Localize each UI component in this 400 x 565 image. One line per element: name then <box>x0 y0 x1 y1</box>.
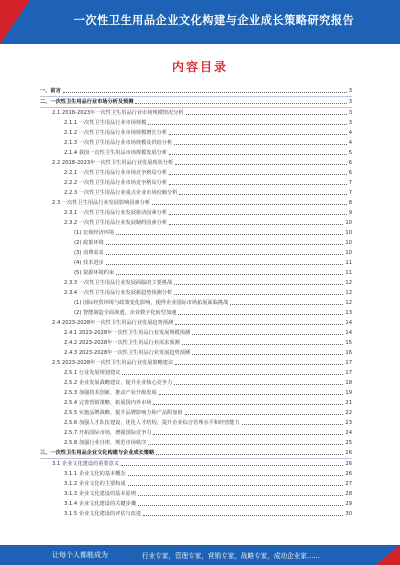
toc-leader-dots <box>106 244 344 245</box>
toc-entry[interactable] <box>40 479 352 489</box>
toc-leader-dots <box>178 314 343 315</box>
toc-entry-page: 8 <box>348 200 352 206</box>
toc-entry-page: 28 <box>345 491 352 497</box>
toc-entry-page: 12 <box>345 290 352 296</box>
toc-entry-label: 3.1.3 企业文化建设的基本原则 <box>64 491 136 497</box>
toc-leader-dots <box>175 164 347 165</box>
toc-entry-label: 3.1 企业文化建设的重要意义 <box>52 461 119 467</box>
toc-entry-label: 2.2.3 一次性卫生用品行业重点企业市场份额分析 <box>64 190 178 196</box>
toc-entry[interactable] <box>40 368 352 378</box>
toc-leader-dots <box>185 414 344 415</box>
toc-entry-label: 二、一次性卫生用品行业市场分析及预测 <box>40 99 134 105</box>
toc-entry-page: 14 <box>345 320 352 326</box>
toc-leader-dots <box>230 304 343 305</box>
toc-entry-page: 19 <box>345 390 352 396</box>
toc-entry[interactable] <box>40 499 352 509</box>
toc-entry[interactable] <box>40 86 352 97</box>
toc-entry[interactable] <box>40 168 352 178</box>
toc-entry[interactable] <box>40 398 352 408</box>
toc-entry-page: 7 <box>348 190 352 196</box>
toc-leader-dots <box>148 444 343 445</box>
toc-entry-page: 10 <box>345 240 352 246</box>
toc-leader-dots <box>153 434 343 435</box>
toc-entry[interactable] <box>40 158 352 168</box>
toc-leader-dots <box>138 495 343 496</box>
footer-slogan: 让每个人都能成为 <box>52 551 108 559</box>
toc-leader-dots <box>148 124 346 125</box>
toc-leader-dots <box>182 344 344 345</box>
toc-entry-page: 23 <box>345 420 352 426</box>
toc-leader-dots <box>192 354 343 355</box>
toc-leader-dots <box>242 424 344 425</box>
toc-entry-label: 2.4.3 2023-2028年一次性卫生用品行业发展趋势预测 <box>64 350 191 356</box>
toc-entry-page: 18 <box>345 380 352 386</box>
toc-entry-label: 2.2.2 一次性卫生用品行业市场竞争格局分析 <box>64 180 168 186</box>
toc-leader-dots <box>169 154 347 155</box>
toc-entry-label: 2.3.1 一次性卫生用品行业发展驱动因素分析 <box>64 210 168 216</box>
toc-entry[interactable] <box>40 428 352 438</box>
toc-leader-dots <box>192 334 343 335</box>
toc-leader-dots <box>174 384 343 385</box>
toc-leader-dots <box>128 475 344 476</box>
toc-entry-page: 11 <box>345 260 352 266</box>
toc-entry[interactable] <box>40 148 352 158</box>
toc-entry-page: 17 <box>345 370 352 376</box>
toc-entry-page: 21 <box>345 400 352 406</box>
toc-entry-label: 2.5.1 行业发展规划建议 <box>64 370 121 376</box>
toc-entry-label: 2.2 2018-2023年一次性卫生用品行业发展现状分析 <box>52 160 174 166</box>
toc-entry-label: 2.3 一次性卫生用品行业发展影响因素分析 <box>52 200 151 206</box>
toc-entry-label: 2.1 2018-2023年一次性卫生用品行业市场规模情况分析 <box>52 110 184 116</box>
toc-entry[interactable] <box>40 97 352 108</box>
toc-entry[interactable] <box>40 348 352 358</box>
toc-entry-label: 2.4 2023-2028年一次性卫生用品行业发展趋势预测 <box>52 320 174 326</box>
toc-leader-dots <box>169 174 347 175</box>
toc-entry-label: 一、前言 <box>40 88 61 94</box>
toc-entry-page: 10 <box>345 220 352 226</box>
toc-leader-dots <box>122 374 343 375</box>
toc-leader-dots <box>153 404 343 405</box>
toc-entry[interactable] <box>40 378 352 388</box>
toc-leader-dots <box>179 194 346 195</box>
footer-banner <box>0 545 400 565</box>
toc-leader-dots <box>169 184 347 185</box>
toc-entry-label: 2.4.2 2023-2028年一次性卫生用品行业需求预测 <box>64 340 180 346</box>
toc-entry[interactable] <box>40 288 352 298</box>
footer-tags: 行业专家，管理专家，营销专家，战略专家，成功企业家…… <box>142 552 321 560</box>
toc-leader-dots <box>143 515 343 516</box>
toc-entry-label: 2.3.3 一次性卫生用品行业发展面临的主要挑战 <box>64 280 173 286</box>
toc-leader-dots <box>169 214 347 215</box>
toc-entry-label: (4) 技术进步 <box>74 260 104 266</box>
toc-leader-dots <box>138 505 343 506</box>
toc-entry-page: 26 <box>345 471 352 477</box>
toc-entry-page: 3 <box>348 99 352 105</box>
toc-entry[interactable] <box>40 358 352 368</box>
toc-leader-dots <box>174 284 343 285</box>
toc-entry-page: 12 <box>345 300 352 306</box>
toc-entry-label: 2.5.3 加强技术创新，推动产业升级发展 <box>64 390 157 396</box>
toc-leader-dots <box>106 264 344 265</box>
toc-entry-page: 12 <box>345 280 352 286</box>
toc-entry-page: 26 <box>345 461 352 467</box>
toc-leader-dots <box>175 324 343 325</box>
report-title: 一次性卫生用品企业文化构建与企业成长策略研究报告 <box>73 14 355 27</box>
toc-entry-page: 13 <box>345 310 352 316</box>
toc-entry-label: 2.5.8 加强行业自律，规范市场秩序 <box>64 440 147 446</box>
toc-entry[interactable] <box>40 388 352 398</box>
toc-entry-label: 2.4.1 2023-2028年一次性卫生用品行业发展规模预测 <box>64 330 191 336</box>
toc-entry[interactable] <box>40 128 352 138</box>
toc-leader-dots <box>174 294 343 295</box>
footer-red-corner <box>376 545 400 565</box>
toc-entry-label: 2.2.1 一次性卫生用品行业市场竞争格局分析 <box>64 170 168 176</box>
toc-entry-page: 17 <box>345 360 352 366</box>
toc-entry-label: 三、一次性卫生用品企业文化构建与企业成长策略 <box>40 450 155 456</box>
toc-leader-dots <box>169 224 343 225</box>
toc-entry-page: 16 <box>345 350 352 356</box>
toc-entry-page: 29 <box>345 501 352 507</box>
toc-entry-page: 24 <box>345 430 352 436</box>
toc-leader-dots <box>186 114 347 115</box>
toc-entry-page: 10 <box>345 250 352 256</box>
toc-leader-dots <box>116 234 343 235</box>
toc-leader-dots <box>116 274 343 275</box>
toc-entry-page: 15 <box>345 340 352 346</box>
toc-entry[interactable] <box>40 308 352 318</box>
toc-entry-page: 3 <box>348 110 352 116</box>
toc-entry[interactable] <box>40 438 352 448</box>
toc-entry[interactable] <box>40 338 352 348</box>
toc-leader-dots <box>63 92 347 93</box>
toc-entry[interactable] <box>40 108 352 118</box>
toc-entry[interactable] <box>40 408 352 418</box>
toc-heading: 内容目录 <box>171 60 228 74</box>
toc-leader-dots <box>121 465 343 466</box>
toc-leader-dots <box>135 103 346 104</box>
toc-entry-label: 2.1.1 一次性卫生用品行业市场规模 <box>64 120 147 126</box>
toc-entry[interactable] <box>40 298 352 308</box>
toc-entry-label: 2.5.4 完善营销策略，拓展国内外市场 <box>64 400 152 406</box>
toc-entry-label: 2.5.5 实施品牌战略，提升品牌影响力和产品附加值 <box>64 410 183 416</box>
toc-entry-label: 2.5 2023-2028年一次性卫生用品行业发展策略建议 <box>52 360 174 366</box>
toc-entry[interactable] <box>40 228 352 238</box>
toc-entry-page: 4 <box>348 130 352 136</box>
header-banner <box>0 0 400 44</box>
toc-entry-label: 2.1.4 我国一次性卫生用品市场规模发展分析 <box>64 150 168 156</box>
toc-leader-dots <box>169 134 347 135</box>
toc-entry-page: 22 <box>345 410 352 416</box>
toc-entry-label: 3.1.2 企业文化的主要构成 <box>64 481 126 487</box>
toc-entry-page: 5 <box>348 150 352 156</box>
toc-leader-dots <box>128 485 344 486</box>
header-red-corner <box>0 0 30 44</box>
toc-entry[interactable] <box>40 489 352 499</box>
toc-entry[interactable] <box>40 268 352 278</box>
toc-entry[interactable] <box>40 318 352 328</box>
toc-entry[interactable] <box>40 509 352 519</box>
toc-entry-page: 9 <box>348 210 352 216</box>
toc-entry-page: 10 <box>345 230 352 236</box>
toc-entry-label: 2.1.2 一次性卫生用品行业市场规模增长分析 <box>64 130 168 136</box>
table-of-contents <box>40 86 352 519</box>
toc-entry-label: 3.1.4 企业文化建设的关键步骤 <box>64 501 136 507</box>
toc-entry[interactable] <box>40 178 352 188</box>
toc-entry[interactable] <box>40 448 352 459</box>
toc-entry-page: 27 <box>345 481 352 487</box>
toc-leader-dots <box>159 394 344 395</box>
toc-leader-dots <box>106 254 344 255</box>
toc-entry-page: 6 <box>348 160 352 166</box>
toc-entry-label: 2.1.3 一次性卫生用品行业市场规模及供给分析 <box>64 140 173 146</box>
toc-leader-dots <box>174 144 346 145</box>
toc-entry-page: 11 <box>345 270 352 276</box>
toc-leader-dots <box>175 364 343 365</box>
toc-entry[interactable] <box>40 218 352 228</box>
toc-entry-page: 3 <box>348 120 352 126</box>
toc-entry[interactable] <box>40 418 352 428</box>
toc-entry[interactable] <box>40 459 352 469</box>
toc-entry-label: (5) 资源环境约束 <box>74 270 115 276</box>
toc-entry-page: 7 <box>348 180 352 186</box>
toc-entry-page: 14 <box>345 330 352 336</box>
toc-entry-page: 3 <box>348 88 352 94</box>
toc-entry-page: 6 <box>348 170 352 176</box>
toc-entry-label: 2.5.7 开拓国际市场，增强国际竞争力 <box>64 430 152 436</box>
toc-entry[interactable] <box>40 248 352 258</box>
toc-entry[interactable] <box>40 278 352 288</box>
toc-entry[interactable] <box>40 208 352 218</box>
toc-entry-page: 26 <box>345 450 352 456</box>
toc-entry[interactable] <box>40 328 352 338</box>
toc-entry-page: 25 <box>345 440 352 446</box>
toc-entry[interactable] <box>40 138 352 148</box>
toc-entry-label: 2.5.2 企业发展战略建议，提升企业核心竞争力 <box>64 380 173 386</box>
toc-entry[interactable] <box>40 188 352 198</box>
toc-entry-label: (2) 智能制造全面渗透，企业数字化转型加速 <box>74 310 177 316</box>
toc-entry[interactable] <box>40 238 352 248</box>
toc-entry-page: 4 <box>348 140 352 146</box>
toc-entry-label: (3) 消费需求 <box>74 250 104 256</box>
toc-leader-dots <box>152 204 347 205</box>
toc-entry-label: 3.1.1 企业文化的基本概念 <box>64 471 126 477</box>
toc-entry[interactable] <box>40 469 352 479</box>
toc-entry-label: 2.5.6 加强人才队伍建设，优化人才结构，提升企业综合管理水平和经营能力 <box>64 420 240 426</box>
toc-entry-page: 30 <box>345 511 352 517</box>
toc-entry[interactable] <box>40 198 352 208</box>
toc-entry[interactable] <box>40 258 352 268</box>
toc-entry-label: (1) 宏观经济环境 <box>74 230 115 236</box>
toc-entry[interactable] <box>40 118 352 128</box>
toc-entry-label: 2.3.2 一次性卫生用品行业发展制约因素分析 <box>64 220 168 226</box>
toc-entry-label: (2) 政策环境 <box>74 240 104 246</box>
toc-entry-label: 3.1.5 企业文化建设的评估与改进 <box>64 511 142 517</box>
toc-entry-label: (1) 国际经贸环境与政策变化影响，使得企业国际市场拓展面临挑战 <box>74 300 229 306</box>
toc-leader-dots <box>156 454 343 455</box>
toc-entry-label: 2.3.4 一次性卫生用品行业发展新趋势预测分析 <box>64 290 173 296</box>
